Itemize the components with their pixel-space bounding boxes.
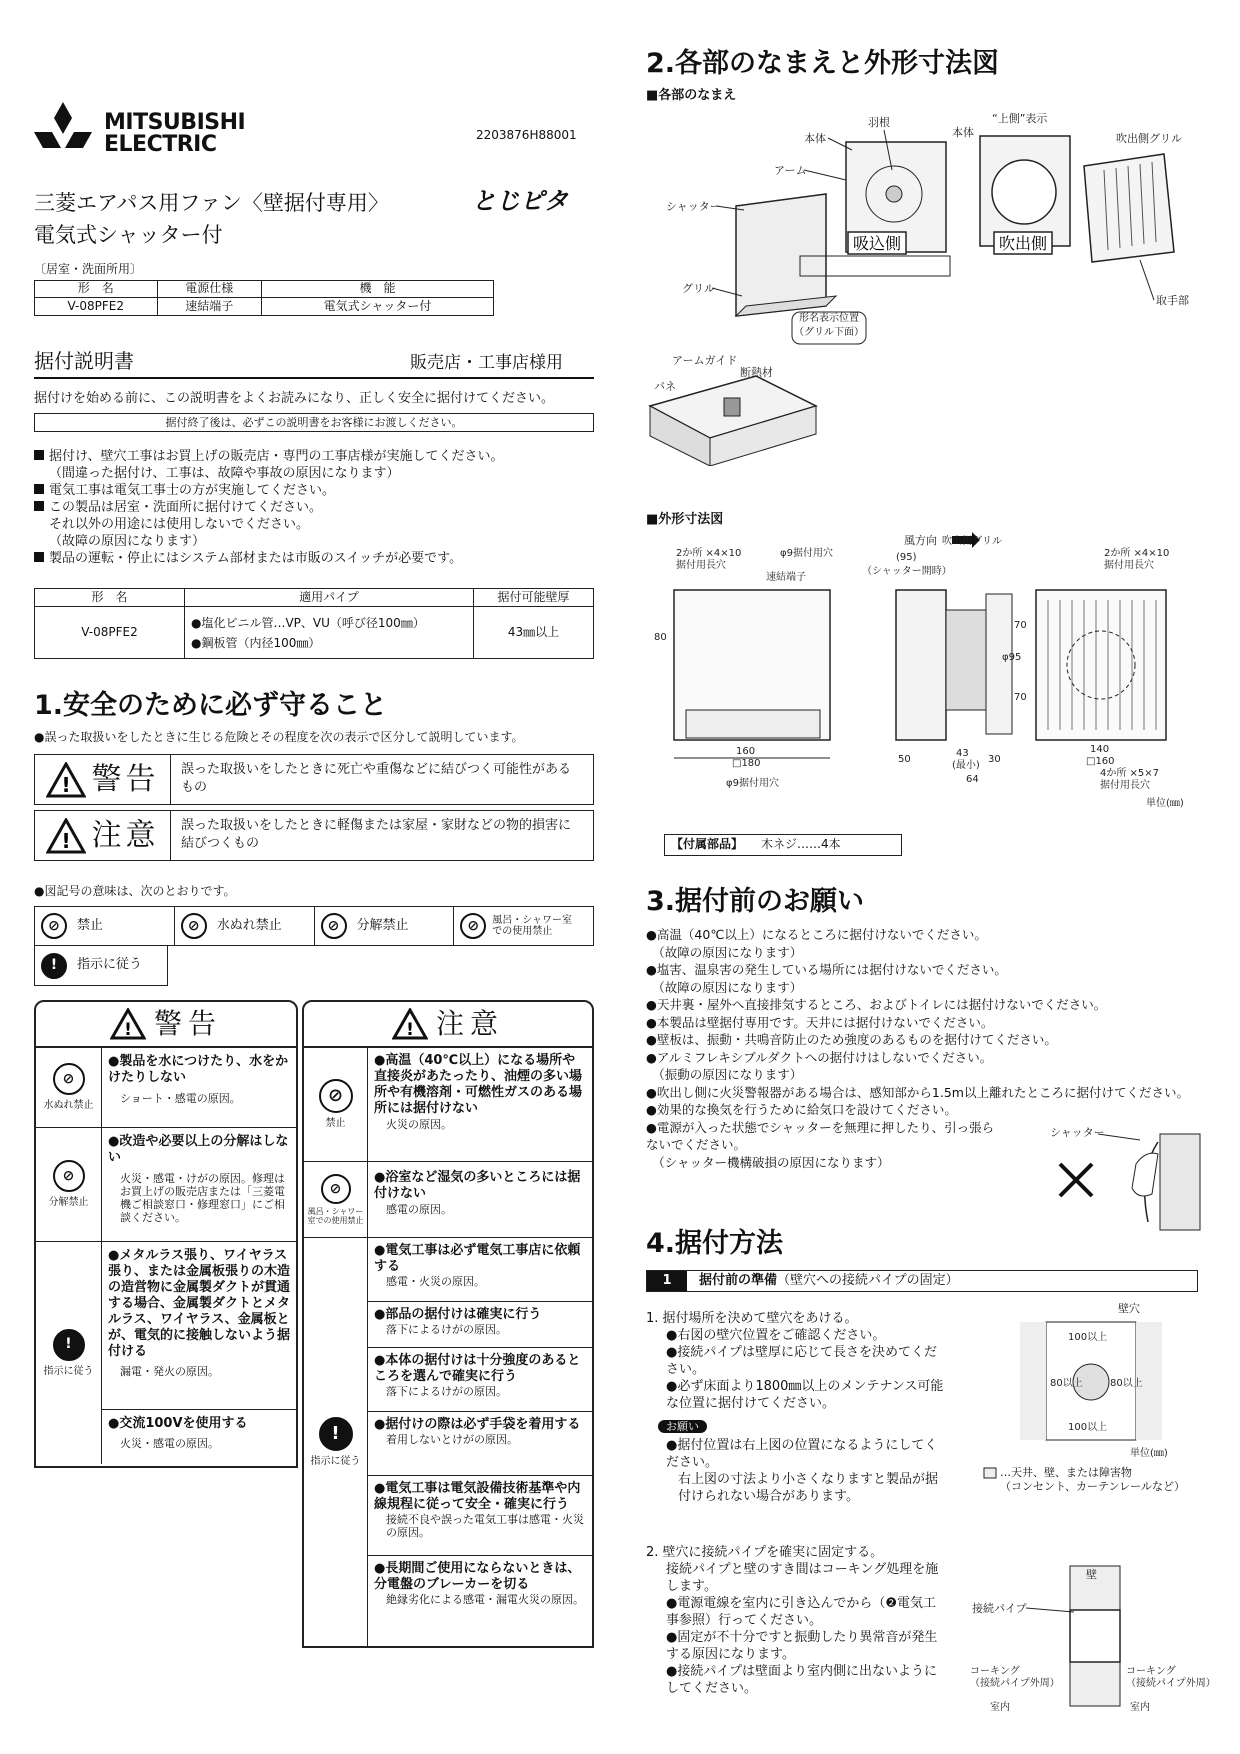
no-bathroom-icon: ⊘: [321, 1174, 351, 1204]
dim-95: (95): [896, 552, 917, 563]
label-arm: アーム: [774, 164, 807, 177]
icon-caption: 禁止: [325, 1118, 346, 1129]
no-disassembly-icon: ⊘: [321, 913, 347, 939]
dim-180: □180: [732, 758, 761, 769]
warning-text: 誤った取扱いをしたときに死亡や重傷などに結びつく可能性があるもの: [181, 762, 572, 795]
instruction-icon: !: [53, 1329, 85, 1361]
label-name-position: 形名表示位置（グリル下面）: [794, 313, 864, 338]
label-arm-guide: アームガイド: [672, 354, 738, 367]
notes-list: [34, 448, 594, 567]
icon-caption: 指示に従う: [310, 1455, 361, 1467]
sec3-item: ●本製品は壁据付専用です。天井には据付けないでください。: [646, 1014, 994, 1030]
td-power: 速結端子: [157, 298, 262, 316]
sec3-item: （振動の原因になります）: [646, 1067, 803, 1082]
sec2-title: 2.各部のなまえと外形寸法図: [646, 48, 1000, 79]
s2-item: ●接続パイプは壁面より室内側に出ないようにしてください。: [666, 1664, 937, 1696]
warn-item: ●改造や必要以上の分解はしない: [108, 1134, 289, 1165]
symbols-row: [34, 906, 594, 946]
td-model: V-08PFE2: [35, 298, 158, 316]
label-outlet-grille: 吹出側グリル: [1116, 132, 1182, 145]
dim-outlet-grille: 吹出側グリル: [942, 536, 1002, 547]
fig-100: 100以上: [1068, 1332, 1108, 1343]
th-power: 電源仕様: [157, 281, 262, 298]
warn-item: ●交流100Vを使用する: [108, 1416, 248, 1431]
dimension-drawing: [646, 530, 1206, 810]
th-function: 機 能: [262, 281, 494, 298]
onegai-item: 右上図の寸法より小さくなりますと製品が据付けられない場合があります。: [678, 1472, 939, 1504]
s1-title: 1. 据付場所を決めて壁穴をあける。: [646, 1311, 858, 1326]
sec3-item: ●天井裏・屋外へ直接排気するところ、およびトイレには据付けないでください。: [646, 997, 1107, 1012]
s2-item: 接続パイプと壁のすき間はコーキング処理を施します。: [666, 1562, 939, 1594]
prohibited-icon: ⊘: [41, 913, 67, 939]
label-shutter: シャッター: [666, 200, 721, 213]
fig-100-b: 100以上: [1068, 1422, 1108, 1433]
sec3-item: ●アルミフレキシブルダクトへの据付けはしないでください。: [646, 1049, 993, 1065]
step1-1: [646, 1310, 946, 1505]
caut-reason: 着用しないとけがの原因。: [386, 1433, 518, 1446]
note-item: この製品は居室・洗面所に据付けてください。: [34, 499, 594, 516]
td-function: 電気式シャッター付: [262, 298, 494, 316]
sec3-item: ●高温（40℃以上）になるところに据付けないでください。: [646, 927, 987, 942]
onegai-item: ●据付位置は右上図の位置になるようにしてください。: [666, 1438, 938, 1470]
parts-diagram: [646, 106, 1226, 466]
product-title: 三菱エアパス用ファン〈壁据付専用〉: [34, 191, 389, 215]
wall-hole-label: 壁穴: [1118, 1302, 1140, 1315]
dim-holes4: 4か所 ×5×7: [1100, 768, 1160, 779]
s1-item: ●右図の壁穴位置をご確認ください。: [666, 1328, 886, 1343]
caut-item: ●部品の据付けは確実に行う: [374, 1307, 542, 1322]
sec3-title: 3.据付前のお願い: [646, 886, 865, 917]
fig2-wall: 壁: [1086, 1568, 1097, 1581]
caution-label: 注意: [91, 818, 160, 853]
dim-50: 50: [898, 754, 911, 765]
dim-hole9-b: φ9据付用穴: [726, 778, 779, 789]
dim-80: 80: [654, 632, 667, 643]
th-pipe-model: 形 名: [35, 589, 185, 607]
dim-slot-c: 据付用長穴: [1100, 780, 1150, 791]
th-pipe: 適用パイプ: [185, 589, 474, 607]
dim-terminal: 速結端子: [766, 572, 806, 583]
caut-reason: 接続不良や誤った電気工事は感電・火災の原因。: [386, 1513, 584, 1539]
icon-caption: 分解禁止: [48, 1197, 89, 1208]
symbol-label: 分解禁止: [356, 917, 409, 933]
s2-title: 2. 壁穴に接続パイプを確実に固定する。: [646, 1545, 884, 1560]
model-table: [34, 280, 494, 316]
manual-title: 据付説明書: [34, 349, 134, 373]
caut-item: ●浴室など湿気の多いところには据付けない: [374, 1170, 581, 1201]
dim-slot-b: 据付用長穴: [1104, 560, 1154, 571]
caut-reason: 感電の原因。: [386, 1203, 452, 1216]
label-handle: 取手部: [1156, 294, 1189, 307]
warn-reason: 火災・感電の原因。: [120, 1437, 219, 1450]
step1-header: [646, 1270, 1198, 1292]
caution-box: [302, 1000, 594, 1648]
warning-triangle-icon: [110, 1008, 146, 1040]
symbol-label: 指示に従う: [77, 957, 143, 973]
svg-text:!: !: [60, 772, 71, 797]
symbol-label: 風呂・シャワー室での使用禁止: [492, 915, 573, 937]
caut-reason: 落下によるけがの原因。: [386, 1385, 507, 1398]
parts-heading: ■各部のなまえ: [646, 88, 737, 103]
hand-icon: [1132, 1153, 1158, 1196]
note-item: それ以外の用途には使用しないでください。: [49, 517, 310, 532]
s2-item: ●固定が不十分ですと振動したり異常音が発生する原因になります。: [666, 1630, 938, 1662]
dim-160b: □160: [1086, 756, 1115, 767]
sec3-item: ●壁板は、振動・共鳴音防止のため強度のあるものを据付けてください。: [646, 1032, 1057, 1047]
label-outlet: 吹出側: [998, 234, 1048, 253]
wind-direction-label: 風方向: [904, 534, 937, 547]
caut-reason: 感電・火災の原因。: [386, 1275, 485, 1288]
warn-item: ●メタルラス張り、ワイヤラス張り、または金属板張りの木造の造営物に金属製ダクトが貫通する場合、金属製ダクトとメタルラス、ワイヤラス、金属板とが、電気的に接触しないよう据付ける: [108, 1248, 291, 1359]
legend: [1000, 1466, 1185, 1494]
sec3-item: ●吹出し側に火災警報器がある場合は、感知部から1.5m以上離れたところに据付けてください。: [646, 1084, 1189, 1100]
product-subtitle: 電気式シャッター付: [34, 223, 223, 247]
side-view-shape: [896, 590, 946, 740]
step-title: 据付前の準備: [699, 1272, 778, 1288]
dim-hole2-b: 2か所 ×4×10: [1104, 548, 1170, 559]
label-body-2: 本体: [952, 126, 974, 139]
shutter-shape: [736, 194, 826, 316]
dim-slot: 据付用長穴: [676, 560, 726, 571]
s2-item: ●電源電線を室内に引き込んでから（❷電気工事参照）行ってください。: [666, 1596, 936, 1628]
mitsubishi-logo-icon: [32, 102, 94, 160]
instruction-icon: !: [319, 1417, 353, 1451]
sec3-item: （故障の原因になります）: [646, 944, 803, 960]
warn-reason: 漏電・発火の原因。: [120, 1365, 219, 1378]
dim-160: 160: [736, 746, 756, 757]
fig2-caulk: コーキング: [970, 1666, 1020, 1677]
caution-triangle-icon: [46, 818, 86, 854]
no-water-icon: ⊘: [181, 913, 207, 939]
label-top-mark: “上側”表示: [992, 112, 1048, 125]
fig-80: 80以上: [1050, 1378, 1083, 1389]
usage-label: 〔居室・洗面所用〕: [34, 262, 143, 276]
fig2-pipe: 接続パイプ: [972, 1602, 1027, 1615]
grille-view-shape: [1036, 590, 1166, 740]
series-logo: とじピタ: [472, 187, 568, 215]
label-body: 本体: [804, 132, 826, 145]
dim-70: 70: [1014, 620, 1027, 631]
wall-hole-figure: [980, 1300, 1220, 1480]
symbols-lead: ●図記号の意味は、次のとおりです。: [34, 884, 236, 898]
s1-item: ●接続パイプは壁厚に応じて長さを決めてください。: [666, 1345, 937, 1377]
onegai-badge: お願い: [658, 1420, 707, 1433]
fig2-caulk-b: コーキング: [1126, 1666, 1176, 1677]
no-water-icon: ⊘: [53, 1063, 85, 1095]
manual-audience: 販売店・工事店様用: [410, 353, 563, 373]
note-item: （故障の原因になります）: [49, 534, 206, 549]
caution-triangle-icon: [392, 1008, 428, 1040]
label-spring: バネ: [654, 380, 676, 393]
no-disassembly-icon: ⊘: [53, 1160, 85, 1192]
brand-line2: ELECTRIC: [104, 132, 217, 157]
dim-dia95: φ95: [1002, 652, 1022, 663]
accessory-box: [664, 834, 902, 856]
sec1-title: 1.安全のために必ず守ること: [34, 690, 388, 721]
label-intake: 吸込側: [852, 234, 902, 253]
fig-unit: 単位(㎜): [1130, 1448, 1168, 1459]
fig2-caulk-sub-b: （接続パイプ外周）: [1126, 1678, 1216, 1689]
sec3-item: （故障の原因になります）: [646, 979, 803, 995]
dim-64: 64: [966, 774, 979, 785]
pipe-table: [34, 588, 594, 659]
brand-line1: MITSUBISHI: [104, 110, 246, 135]
symbol-label: 禁止: [77, 917, 104, 933]
sec3-item: （シャッター機構破損の原因になります）: [646, 1154, 890, 1170]
icon-caption: 風呂・シャワー室での使用禁止: [307, 1207, 364, 1225]
s1-item: ●必ず床面より1800㎜以上のメンテナンス可能な位置に据付けてください。: [666, 1379, 944, 1411]
sec3-item: ●効果的な換気を行うために給気口を設けてください。: [646, 1102, 957, 1117]
svg-text:!: !: [124, 1020, 132, 1040]
fig2-indoor-b: 室内: [1130, 1702, 1150, 1713]
label-blade: 羽根: [868, 116, 890, 129]
icon-caption: 水ぬれ禁止: [43, 1100, 94, 1111]
td-pipe-model: V-08PFE2: [35, 607, 185, 659]
dim-30: 30: [988, 754, 1001, 765]
step-subtitle: （壁穴への接続パイプの固定）: [777, 1272, 959, 1288]
legend-text: …天井、壁、または障害物: [1000, 1466, 1132, 1479]
caut-item: ●長期間ご使用にならないときは、分電盤のブレーカーを切る: [374, 1561, 581, 1592]
th-model: 形 名: [35, 281, 158, 298]
dim-43-min: (最小): [952, 760, 980, 771]
prohibited-icon: ⊘: [319, 1079, 353, 1113]
td-thickness: 43㎜以上: [474, 607, 594, 659]
shutter-warning-figure: [1040, 1124, 1220, 1234]
sec3-item: ●電源が入った状態でシャッターを無理に押したり、引っ張らないでください。: [646, 1119, 995, 1152]
caution-box-title: 注意: [435, 1006, 504, 1040]
sec4-title: 4.据付方法: [646, 1228, 784, 1259]
step1-2: [646, 1544, 946, 1697]
brand-name: [104, 112, 245, 156]
fig2-indoor: 室内: [990, 1702, 1010, 1713]
pipe-fix-figure: [970, 1556, 1220, 1716]
shutter-label: シャッター: [1050, 1126, 1105, 1139]
dim-shutter-open: （シャッター開時）: [862, 566, 952, 577]
doc-code: 2203876H88001: [476, 128, 577, 142]
caut-reason: 落下によるけがの原因。: [386, 1323, 507, 1336]
svg-text:!: !: [406, 1020, 414, 1040]
legend-text-2: （コンセント、カーテンレールなど）: [1000, 1480, 1185, 1493]
warning-legend: [34, 754, 594, 805]
note-item: （間違った据付け、工事は、故障や事故の原因になります）: [49, 466, 400, 481]
label-insulation: 断熱材: [740, 366, 773, 379]
caut-item: ●電気工事は必ず電気工事店に依頼する: [374, 1243, 581, 1274]
th-thickness: 据付可能壁厚: [474, 589, 594, 607]
warn-item: ●製品を水につけたり、水をかけたりしない: [108, 1054, 289, 1085]
handover-box: 据付終了後は、必ずこの説明書をお客様にお渡しください。: [34, 413, 594, 432]
dim-43: 43: [956, 748, 969, 759]
dim-140: 140: [1090, 744, 1110, 755]
warning-box-title: 警告: [153, 1006, 222, 1040]
note-item: 電気工事は電気工事士の方が実施してください。: [34, 482, 594, 499]
note-item: 製品の運転・停止にはシステム部材または市販のスイッチが必要です。: [34, 550, 594, 567]
accessory-label: 【付属部品】: [671, 837, 744, 852]
pipe-type-2: ●鋼板管（内径100㎜）: [191, 635, 321, 650]
svg-text:!: !: [60, 828, 71, 853]
instruction-icon: !: [41, 953, 67, 979]
accessory-value: 木ネジ……4本: [761, 837, 841, 852]
symbol-follow: [34, 946, 168, 986]
fig2-caulk-sub: （接続パイプ外周）: [970, 1678, 1060, 1689]
symbol-label: 水ぬれ禁止: [216, 917, 282, 933]
icon-caption: 指示に従う: [43, 1365, 94, 1377]
caut-reason: 火災の原因。: [386, 1118, 452, 1131]
pipe-type-1: ●塩化ビニル管…VP、VU（呼び径100㎜）: [191, 615, 425, 630]
caution-text: 誤った取扱いをしたときに軽傷または家屋・家財などの物的損害に結びつくもの: [181, 818, 572, 851]
warn-reason: 火災・感電・けがの原因。修理はお買上げの販売店または「三菱電機ご相談窓口・修理窓口」にご相談ください。: [120, 1172, 285, 1224]
caut-reason: 絶縁劣化による感電・漏電火災の原因。: [386, 1593, 584, 1606]
sec3-item: ●塩害、温泉害の発生している場所には据付けないでください。: [646, 962, 1007, 977]
warning-box: [34, 1000, 298, 1468]
caut-item: ●据付けの際は必ず手袋を着用する: [374, 1417, 581, 1432]
caut-item: ●本体の据付けは十分強度のあるところを選んで確実に行う: [374, 1353, 581, 1384]
warn-reason: ショート・感電の原因。: [120, 1092, 241, 1105]
dim-hole2: 2か所 ×4×10: [676, 548, 742, 559]
warning-label: 警告: [91, 762, 160, 797]
caut-item: ●高温（40℃以上）になる場所や直接炎があたったり、油煙の多い場所や有機溶剤・可燃性ガスのある場所には据付けない: [374, 1053, 583, 1116]
step-number: 1: [647, 1271, 687, 1291]
sec1-lead: ●誤った取扱いをしたときに生じる危険とその程度を次の表示で区分して説明しています。: [34, 730, 524, 744]
warning-triangle-icon: [46, 762, 86, 798]
no-bathroom-icon: ⊘: [460, 913, 486, 939]
outlet-grille-shape: [1084, 154, 1174, 262]
caution-legend: [34, 810, 594, 861]
dim-unit: 単位(㎜): [1146, 798, 1184, 809]
intro-text: 据付けを始める前に、この説明書をよくお読みになり、正しく安全に据付けてください。: [34, 391, 555, 406]
dim-hole9: φ9据付用穴: [780, 548, 833, 559]
fig-80-b: 80以上: [1110, 1378, 1143, 1389]
label-grille: グリル: [682, 282, 715, 295]
dim-70-b: 70: [1014, 692, 1027, 703]
caut-item: ●電気工事は電気設備技術基準や内線規程に従って安全・確実に行う: [374, 1481, 581, 1512]
note-item: 据付け、壁穴工事はお買上げの販売店・専門の工事店様が実施してください。: [34, 448, 594, 465]
dims-heading: ■外形寸法図: [646, 512, 724, 527]
